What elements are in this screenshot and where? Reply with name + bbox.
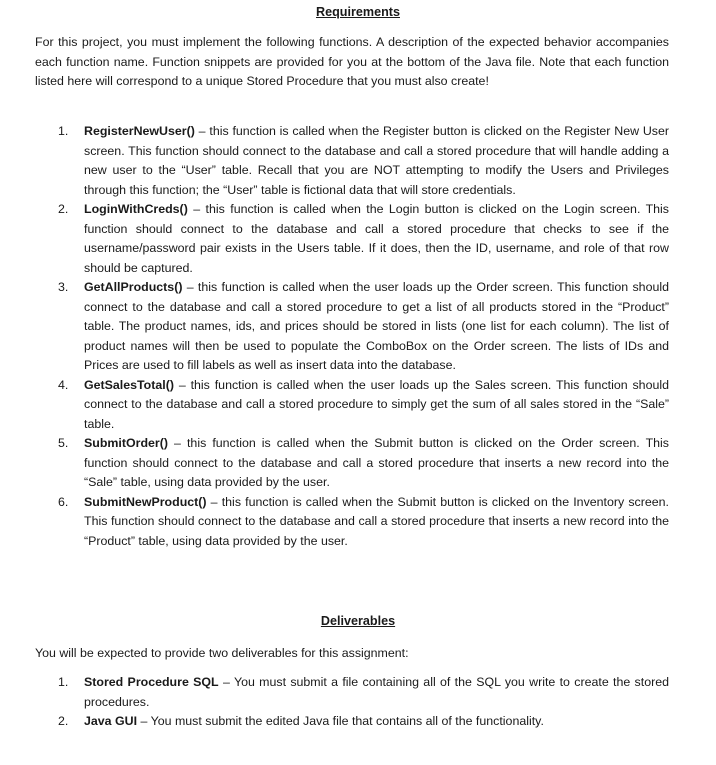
function-list: [55, 122, 669, 551]
function-description: – this function is called when the Submit button is clicked on the Inventory screen. This function should connect to the database and call a stored procedure that inserts a new record into the “Product” table, using data provided by the user.: [84, 494, 669, 548]
list-item: [55, 493, 669, 552]
list-item: [55, 673, 669, 712]
deliverables-list: [55, 673, 669, 732]
list-number: 2.: [58, 714, 69, 728]
list-item: [55, 434, 669, 493]
function-description: – this function is called when the user loads up the Order screen. This function should connect to the database and call a stored procedure to get a list of all products stored in the “Product” table. The product names, ids, and prices should be stored in lists (one list for each column). The list of product names will then be used to populate the ComboBox on the Order screen. The lists of IDs and Prices are used to fill labels as well as insert data into the database.: [84, 280, 669, 372]
list-number: 5.: [58, 436, 69, 450]
list-item: [55, 712, 669, 732]
list-number: 1.: [58, 124, 69, 138]
list-number: 6.: [58, 494, 69, 509]
deliverable-name: Java GUI: [84, 714, 138, 728]
list-item: [55, 200, 669, 278]
deliverables-intro: You will be expected to provide two deliverables for this assignment:: [35, 646, 409, 660]
function-name: GetAllProducts(): [84, 280, 183, 294]
deliverable-description: – You must submit the edited Java file that contains all of the functionality.: [137, 714, 544, 728]
function-name: LoginWithCreds(): [84, 202, 188, 216]
function-name: RegisterNewUser(): [84, 124, 195, 138]
list-number: 2.: [58, 202, 69, 216]
function-description: – this function is called when the Register button is clicked on the Register New User screen. This function should connect to the database and call a stored procedure that will handle adding a new user to the “User” table. Recall that you are NOT attempting to modify the Users and Privileges through this function; the “User” table is fictional data that will store credentials.: [84, 124, 669, 197]
function-name: SubmitNewProduct(): [84, 494, 207, 509]
function-description: – this function is called when the Submit button is clicked on the Order screen. This function should connect to the database and call a stored procedure that inserts a new record into the “Sale” table, using data provided by the user.: [84, 436, 669, 489]
function-description: – this function is called when the Login button is clicked on the Login screen. This function should connect to the database and call a stored procedure that checks to see if the username/password pair exists in the Users table. If it does, then the ID, username, and role of that row should be captured.: [84, 202, 669, 275]
list-number: 4.: [58, 377, 69, 392]
list-item: [55, 278, 669, 376]
requirements-heading: Requirements: [316, 5, 400, 19]
requirements-intro: For this project, you must implement the following functions. A description of the expected behavior accompanies each function name. Function snippets are provided for you at the bottom of the Java file. Note that each function listed here will correspond to a unique Stored Procedure that you must also create!: [35, 35, 669, 88]
function-name: SubmitOrder(): [84, 436, 168, 450]
function-name: GetSalesTotal(): [84, 377, 174, 392]
deliverable-name: Stored Procedure SQL: [84, 675, 219, 689]
function-description: – this function is called when the user loads up the Sales screen. This function should connect to the database and call a stored procedure to simply get the sum of all sales stored in the “Sale” table.: [84, 377, 669, 431]
deliverable-description: – You must submit a file containing all of the SQL you write to create the stored procedures.: [84, 675, 669, 709]
list-item: [55, 122, 669, 200]
list-item: [55, 376, 669, 435]
list-number: 3.: [58, 280, 69, 294]
deliverables-heading: Deliverables: [320, 614, 396, 628]
list-number: 1.: [58, 675, 69, 689]
